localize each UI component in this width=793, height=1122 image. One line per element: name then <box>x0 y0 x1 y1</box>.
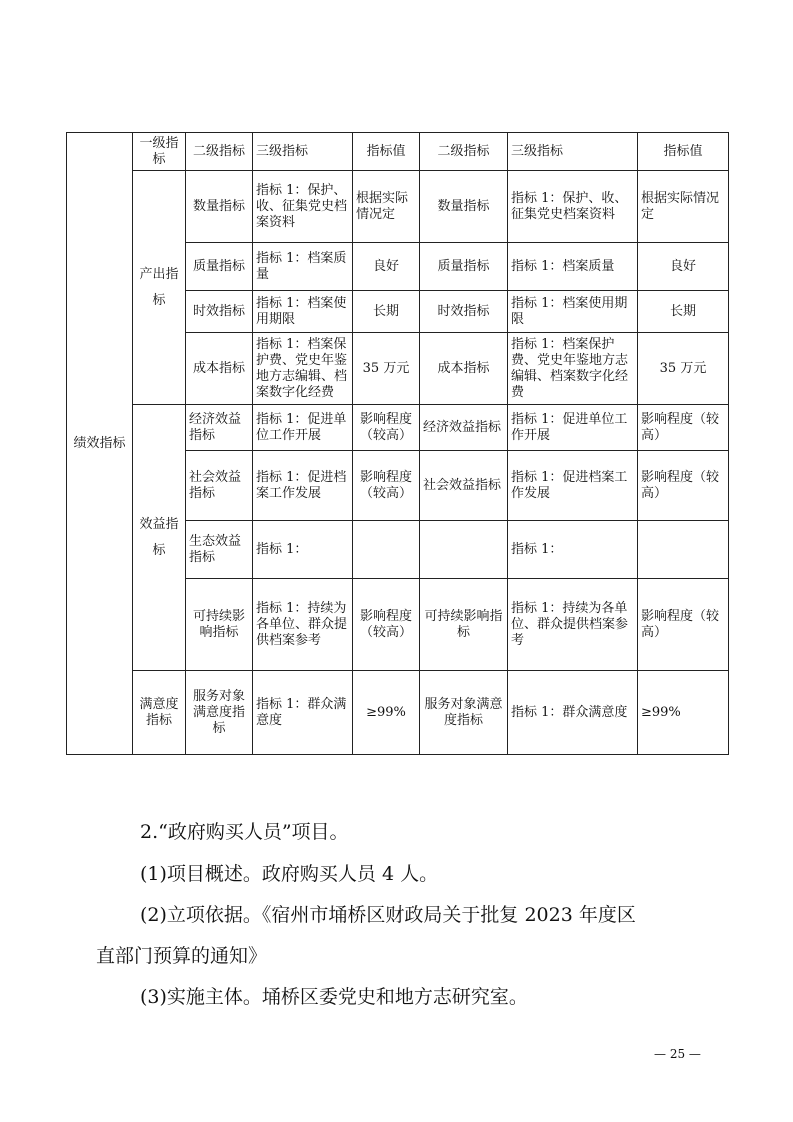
header-level1: 一级指标 <box>133 133 186 171</box>
cell-level2: 质量指标 <box>186 243 253 291</box>
cell-value: 影响程度（较高） <box>353 579 420 671</box>
cell-level3: 指标 1：档案保护费、党史年鉴地方志编辑、档案数字化经费 <box>508 333 638 405</box>
cell-value: 根据实际情况定 <box>353 171 420 243</box>
cell-level3: 指标 1：保护、收、征集党史档案资料 <box>508 171 638 243</box>
cell-level2: 服务对象满意度指标 <box>420 671 508 755</box>
cell-value: 影响程度（较高） <box>638 405 729 451</box>
cell-level2: 质量指标 <box>420 243 508 291</box>
header-value-b: 指标值 <box>638 133 729 171</box>
cell-level2: 服务对象满意度指标 <box>186 671 253 755</box>
cell-value: 35 万元 <box>638 333 729 405</box>
cell-level2: 时效指标 <box>420 291 508 333</box>
header-value-a: 指标值 <box>353 133 420 171</box>
cell-level2: 可持续影响指标 <box>420 579 508 671</box>
cell-level3: 指标 1：档案质量 <box>253 243 353 291</box>
cell-level2: 社会效益指标 <box>186 451 253 521</box>
cell-level3: 指标 1：群众满意度 <box>508 671 638 755</box>
output-label: 产出指标 <box>133 171 186 405</box>
header-level2-a: 二级指标 <box>186 133 253 171</box>
cell-value: 根据实际情况定 <box>638 171 729 243</box>
header-level3-b: 三级指标 <box>508 133 638 171</box>
cell-level2: 可持续影响指标 <box>186 579 253 671</box>
cell-level2: 时效指标 <box>186 291 253 333</box>
cell-level3: 指标 1： <box>508 521 638 579</box>
table-row <box>67 171 729 243</box>
table-row <box>67 405 729 451</box>
cell-level3: 指标 1：持续为各单位、群众提供档案参考 <box>508 579 638 671</box>
cell-value: 35 万元 <box>353 333 420 405</box>
cell-value: ≥99% <box>638 671 729 755</box>
cell-level3: 指标 1：持续为各单位、群众提供档案参考 <box>253 579 353 671</box>
cell-level3: 指标 1：保护、收、征集党史档案资料 <box>253 171 353 243</box>
page-number: — 25 — <box>654 1047 701 1061</box>
cell-level3: 指标 1：促进档案工作发展 <box>253 451 353 521</box>
cell-level2: 生态效益指标 <box>186 521 253 579</box>
cell-level2: 社会效益指标 <box>420 451 508 521</box>
cell-value: 影响程度（较高） <box>353 451 420 521</box>
paragraph-overview: (1)项目概述。政府购买人员 4 人。 <box>140 863 439 885</box>
cell-value: 影响程度（较高） <box>638 451 729 521</box>
satisfaction-label: 满意度指标 <box>133 671 186 755</box>
paragraph-implementer: (3)实施主体。埇桥区委党史和地方志研究室。 <box>140 986 528 1008</box>
cell-value <box>353 521 420 579</box>
cell-value <box>638 521 729 579</box>
cell-value: 影响程度（较高） <box>353 405 420 451</box>
cell-value: 良好 <box>353 243 420 291</box>
cell-level3: 指标 1：促进单位工作开展 <box>508 405 638 451</box>
group-label: 绩效指标 <box>73 435 126 451</box>
header-level2-b: 二级指标 <box>420 133 508 171</box>
cell-level2: 经济效益指标 <box>420 405 508 451</box>
cell-level2: 数量指标 <box>186 171 253 243</box>
cell-value: 长期 <box>353 291 420 333</box>
table-row <box>67 671 729 755</box>
cell-value: ≥99% <box>353 671 420 755</box>
cell-level3: 指标 1：档案保护费、党史年鉴地方志编辑、档案数字化经费 <box>253 333 353 405</box>
cell-level3: 指标 1： <box>253 521 353 579</box>
performance-indicator-table <box>66 132 729 755</box>
cell-level3: 指标 1：促进单位工作开展 <box>253 405 353 451</box>
group-label-cell <box>67 133 133 755</box>
cell-value: 影响程度（较高） <box>638 579 729 671</box>
cell-level3: 指标 1：群众满意度 <box>253 671 353 755</box>
cell-level2: 成本指标 <box>186 333 253 405</box>
cell-level3: 指标 1：档案使用期限 <box>508 291 638 333</box>
paragraph-basis-line1: (2)立项依据。《宿州市埇桥区财政局关于批复 2023 年度区 <box>140 904 636 926</box>
cell-level2 <box>420 521 508 579</box>
cell-level2: 数量指标 <box>420 171 508 243</box>
header-level3-a: 三级指标 <box>253 133 353 171</box>
cell-value: 长期 <box>638 291 729 333</box>
cell-level2: 成本指标 <box>420 333 508 405</box>
cell-level2: 经济效益指标 <box>186 405 253 451</box>
cell-level3: 指标 1：档案使用期限 <box>253 291 353 333</box>
cell-level3: 指标 1：档案质量 <box>508 243 638 291</box>
section-heading: 2.“政府购买人员”项目。 <box>140 821 349 843</box>
cell-value: 良好 <box>638 243 729 291</box>
benefit-label: 效益指标 <box>133 405 186 671</box>
cell-level3: 指标 1：促进档案工作发展 <box>508 451 638 521</box>
paragraph-basis-line2: 直部门预算的通知》 <box>96 945 268 967</box>
